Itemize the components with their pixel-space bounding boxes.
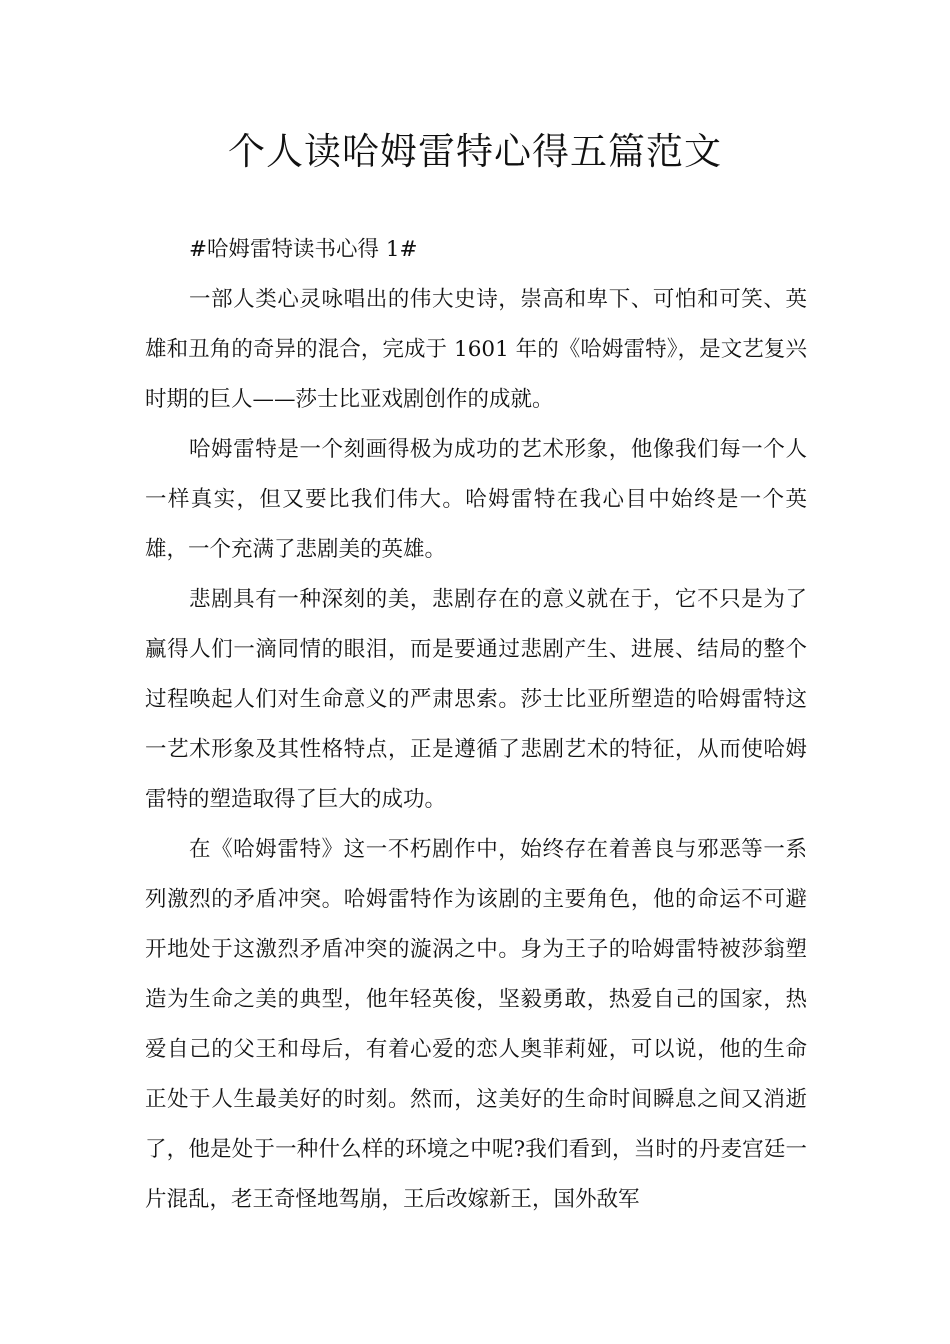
paragraph-2: 哈姆雷特是一个刻画得极为成功的艺术形象，他像我们每一个人一样真实，但又要比我们伟大。哈姆雷特在我心目中始终是一个英雄，一个充满了悲剧美的英雄。: [145, 437, 807, 562]
document-body: [145, 225, 807, 1225]
paragraph-1: 一部人类心灵咏唱出的伟大史诗，崇高和卑下、可怕和可笑、英雄和丑角的奇异的混合，完成于 1601 年的《哈姆雷特》，是文艺复兴时期的巨人——莎士比亚戏剧创作的成就。: [145, 287, 807, 412]
section-heading: #哈姆雷特读书心得 1#: [189, 237, 418, 262]
document-title: 个人读哈姆雷特心得五篇范文: [228, 130, 722, 173]
paragraph-4: 在《哈姆雷特》这一不朽剧作中，始终存在着善良与邪恶等一系列激烈的矛盾冲突。哈姆雷特作为该剧的主要角色，他的命运不可避开地处于这激烈矛盾冲突的漩涡之中。身为王子的哈姆雷特被莎翁塑造为生命之美的典型，他年轻英俊，坚毅勇敢，热爱自己的国家，热爱自己的父王和母后，有着心爱的恋人奥菲莉娅，可以说，他的生命正处于人生最美好的时刻。然而，这美好的生命时间瞬息之间又消逝了，他是处于一种什么样的环境之中呢?我们看到，当时的丹麦宫廷一片混乱，老王奇怪地驾崩，王后改嫁新王，国外敌军: [145, 837, 807, 1212]
paragraph-3: 悲剧具有一种深刻的美，悲剧存在的意义就在于，它不只是为了赢得人们一滴同情的眼泪，而是要通过悲剧产生、进展、结局的整个过程唤起人们对生命意义的严肃思索。莎士比亚所塑造的哈姆雷特这一艺术形象及其性格特点，正是遵循了悲剧艺术的特征，从而使哈姆雷特的塑造取得了巨大的成功。: [145, 587, 807, 812]
